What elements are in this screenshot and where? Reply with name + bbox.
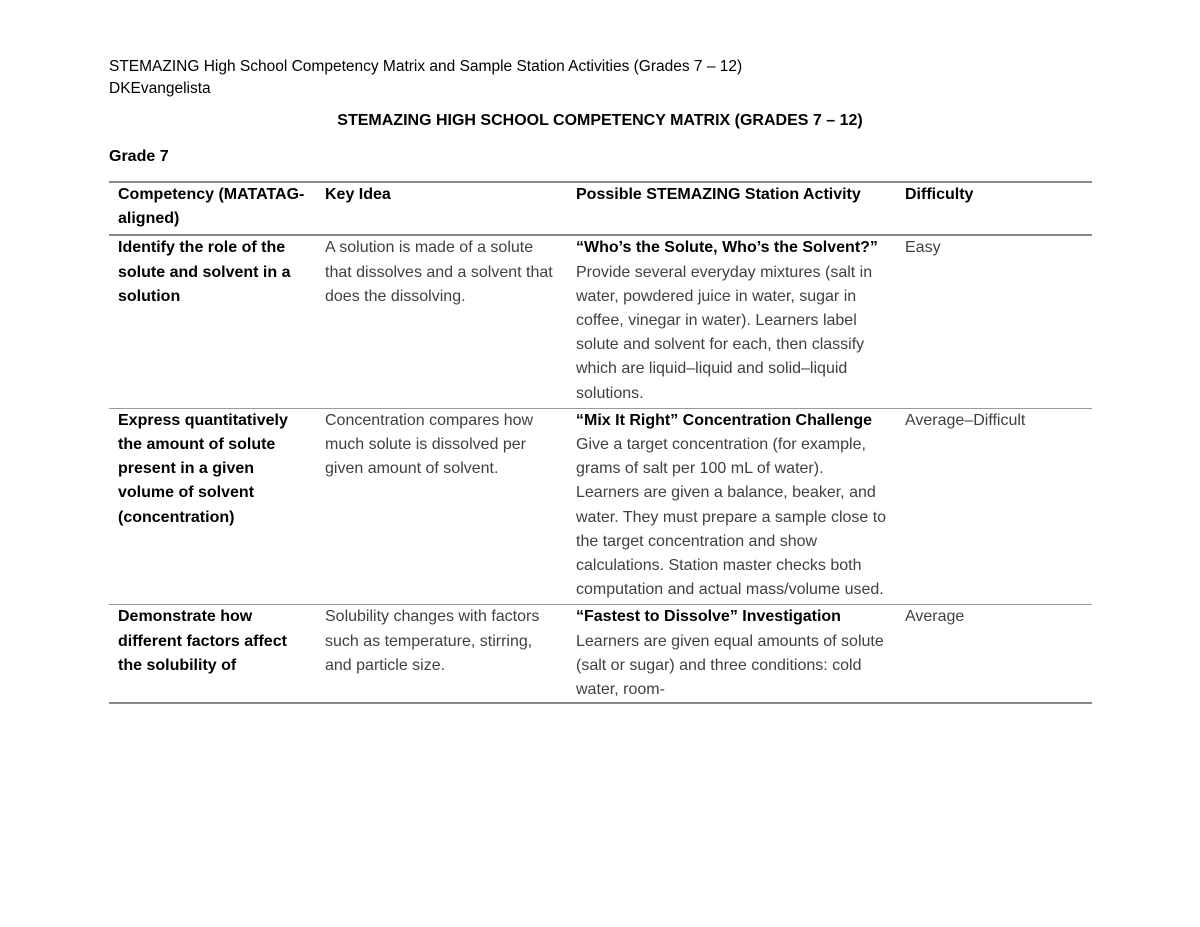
activity-title: “Fastest to Dissolve” Investigation xyxy=(576,608,841,626)
difficulty-cell: Average xyxy=(896,605,1092,703)
activity-title: “Who’s the Solute, Who’s the Solvent?” xyxy=(576,239,878,257)
activity-title: “Mix It Right” Concentration Challenge xyxy=(576,411,873,429)
column-header-difficulty: Difficulty xyxy=(896,182,1092,235)
difficulty-cell: Easy xyxy=(905,239,941,257)
activity-cell xyxy=(567,408,896,605)
activity-description: Provide several everyday mixtures (salt in water, powdered juice in water, sugar in coffee, vinegar in water). Learners label solute and solvent for each, then classify which are liquid–liquid and solid–liquid solutions. xyxy=(576,263,873,402)
column-header-key-idea: Key Idea xyxy=(316,182,567,235)
table-row xyxy=(109,605,1092,703)
page-header xyxy=(109,56,742,100)
table-row xyxy=(109,408,1092,605)
key-idea-cell: A solution is made of a solute that dissolves and a solvent that does the dissolving. xyxy=(325,239,553,305)
difficulty-cell: Average–Difficult xyxy=(896,408,1092,605)
document-title: STEMAZING HIGH SCHOOL COMPETENCY MATRIX (GRADES 7 – 12) xyxy=(337,112,863,129)
activity-cell xyxy=(567,235,896,408)
column-header-activity: Possible STEMAZING Station Activity xyxy=(567,182,896,235)
column-header-competency: Competency (MATATAG-aligned) xyxy=(109,182,316,235)
header-author: DKEvangelista xyxy=(109,80,211,97)
competency-cell: Demonstrate how different factors affect the solubility of xyxy=(109,605,316,703)
key-idea-cell: Solubility changes with factors such as temperature, stirring, and particle size. xyxy=(316,605,567,703)
competency-matrix-table xyxy=(109,181,1092,704)
activity-description: Learners are given equal amounts of solute (salt or sugar) and three conditions: cold water, room- xyxy=(576,632,884,699)
key-idea-cell: Concentration compares how much solute is dissolved per given amount of solvent. xyxy=(316,408,567,605)
competency-cell: Identify the role of the solute and solvent in a solution xyxy=(118,239,291,305)
activity-cell xyxy=(567,605,896,703)
table-header-row xyxy=(109,182,1092,235)
header-title: STEMAZING High School Competency Matrix and Sample Station Activities (Grades 7 – 12) xyxy=(109,58,743,75)
grade-heading: Grade 7 xyxy=(109,148,169,165)
table-row xyxy=(109,235,1092,408)
activity-description: Give a target concentration (for example, grams of salt per 100 mL of water). Learners are given a balance, beaker, and water. They must prepare a sample close to the target concentration and show calculations. Station master checks both computation and actual mass/volume used. xyxy=(576,436,887,599)
competency-cell: Express quantitatively the amount of solute present in a given volume of solvent (concentration) xyxy=(109,408,316,605)
